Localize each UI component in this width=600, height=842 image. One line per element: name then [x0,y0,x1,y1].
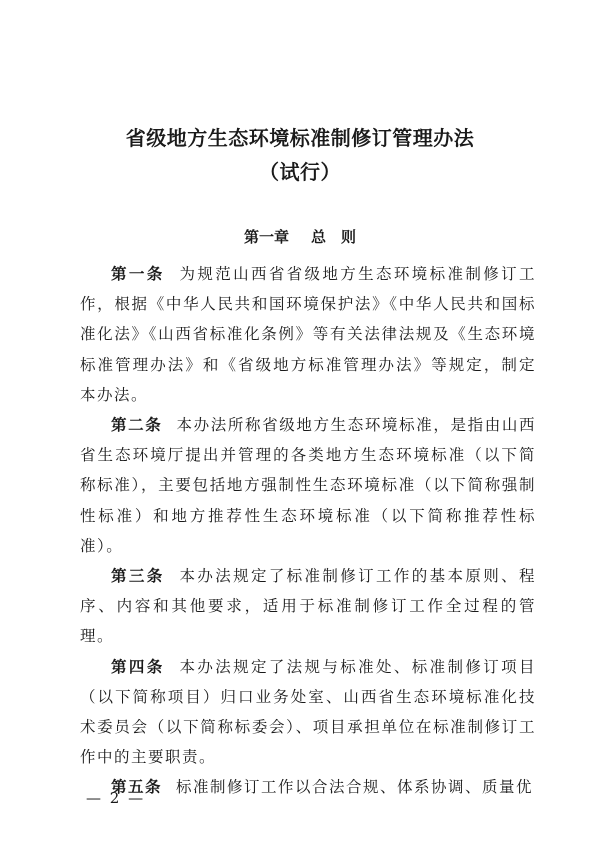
article-text: 本办法规定了法规与标准处、标准制修订项目（以下简称项目）归口业务处室、山西省生态环境标准化技术委员会（以下简称标委会）、项目承担单位在标准制修订工作中的主要职责。 [80,657,536,767]
article-text: 标准制修订工作以合法合规、体系协调、质量优 [176,778,534,797]
article-text: 为规范山西省省级地方生态环境标准制修订工作，根据《中华人民共和国环境保护法》《中华人民共和国标准化法》《山西省标准化条例》等有关法律法规及《生态环境标准管理办法》和《省级地方标准管理办法》等规定，制定本办法。 [80,265,536,404]
document-title: 省级地方生态环境标准制修订管理办法 [125,126,475,150]
article-number: 第二条 [111,416,163,435]
article-3 [80,561,536,652]
document-subtitle: （试行） [259,160,341,184]
article-4 [80,652,536,773]
article-number: 第五条 [111,778,163,797]
page-number: — 2 — [86,789,146,807]
article-5 [80,772,536,802]
article-text: 本办法所称省级地方生态环境标准，是指由山西省生态环境厅提出并管理的各类地方生态环境标准（以下简称标准），主要包括地方强制性生态环境标准（以下简称强制性标准）和地方推荐性生态环境标准（以下简称推荐性标准）。 [80,416,536,555]
document-body [80,259,536,803]
article-2 [80,410,536,561]
article-text: 本办法规定了标准制修订工作的基本原则、程序、内容和其他要求，适用于标准制修订工作全过程的管理。 [80,567,536,646]
article-number: 第三条 [111,567,165,586]
article-number: 第四条 [111,657,165,676]
article-number: 第一条 [111,265,165,283]
chapter-name: 总 则 [311,228,357,246]
chapter-label: 第一章 [243,228,289,246]
chapter-heading [0,226,600,247]
article-1 [80,259,536,410]
